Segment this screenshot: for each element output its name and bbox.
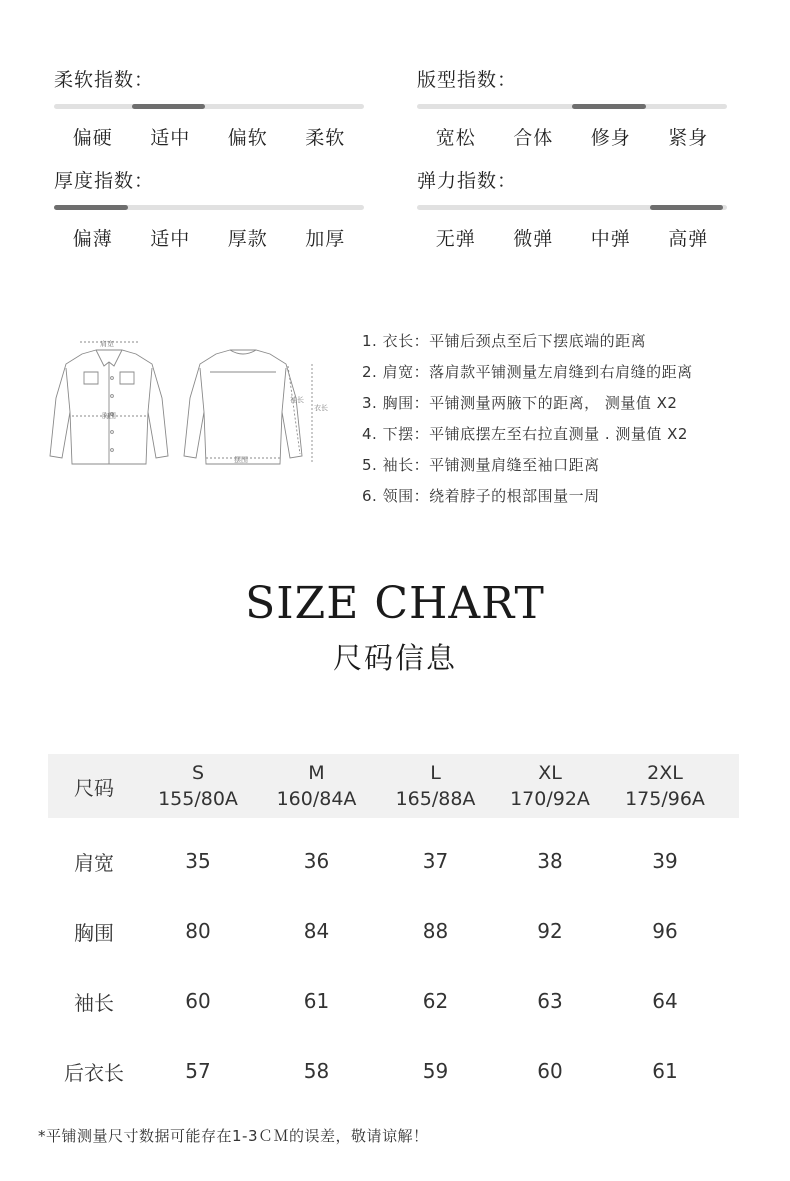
- elasticity-index: [417, 167, 727, 251]
- elasticity-level: 中弹: [590, 228, 631, 250]
- measurement-note: 4. 下摆：平铺底摆左至右拉直测量 . 测量值 X2: [362, 425, 688, 443]
- fit-index-fill: [572, 104, 646, 109]
- fit-level: 修身: [590, 127, 631, 149]
- row-label: 肩宽: [74, 850, 114, 875]
- size-table-corner: 尺码: [74, 775, 114, 800]
- fit-level: 紧身: [668, 127, 709, 149]
- thickness-index-track: [54, 205, 364, 210]
- size-name: 2XL: [647, 762, 683, 784]
- thickness-index-fill: [54, 205, 128, 210]
- table-cell: 88: [422, 919, 449, 943]
- row-label: 胸围: [74, 920, 114, 945]
- body-size: 155/80A: [158, 788, 238, 810]
- front-shirt-icon: [50, 342, 168, 464]
- softness-index-track: [54, 104, 364, 109]
- table-cell: 64: [652, 989, 678, 1013]
- diagram-label-sleeve: 袖长: [290, 396, 304, 404]
- elasticity-level: 无弹: [435, 228, 476, 250]
- table-cell: 84: [303, 919, 330, 943]
- table-cell: 59: [422, 1059, 449, 1083]
- measurement-note: 3. 胸围：平铺测量两腋下的距离， 测量值 X2: [362, 394, 678, 412]
- table-cell: 63: [537, 989, 563, 1013]
- body-size: 175/96A: [625, 788, 705, 810]
- body-size: 165/88A: [395, 788, 476, 810]
- table-cell: 35: [185, 849, 211, 873]
- diagram-label-shoulder: 肩宽: [100, 340, 114, 348]
- softness-level: 偏硬: [72, 127, 113, 149]
- table-cell: 61: [303, 989, 330, 1013]
- size-column-header: [494, 760, 606, 812]
- back-shirt-icon: [184, 350, 312, 464]
- softness-index-title: 柔软指数：: [54, 69, 155, 91]
- table-cell: 39: [652, 849, 678, 873]
- row-label: 后衣长: [64, 1060, 124, 1085]
- shirt-measurement-diagram: [46, 338, 336, 470]
- size-column-header: [256, 760, 377, 812]
- table-row: [48, 826, 739, 896]
- table-cell: 36: [303, 849, 330, 873]
- elasticity-index-track: [417, 205, 727, 210]
- size-column-header: [377, 760, 494, 812]
- table-cell: 60: [537, 1059, 563, 1083]
- softness-level: 适中: [150, 127, 191, 149]
- softness-index-fill: [132, 104, 206, 109]
- table-cell: 60: [185, 989, 211, 1013]
- body-size: 160/84A: [276, 788, 357, 810]
- measurement-note: 6. 领围：绕着脖子的根部围量一周: [362, 487, 600, 505]
- table-cell: 92: [537, 919, 563, 943]
- diagram-label-chest: 胸围: [102, 412, 116, 420]
- elasticity-index-title: 弹力指数：: [417, 170, 518, 192]
- size-column-header: [140, 760, 256, 812]
- softness-level: 柔软: [305, 127, 346, 149]
- size-column-header: [606, 760, 724, 812]
- measurement-note: 1. 衣长：平铺后颈点至后下摆底端的距离: [362, 332, 647, 350]
- fit-level: 合体: [513, 127, 554, 149]
- diagram-label-length: 衣长: [314, 404, 328, 412]
- thickness-level: 加厚: [305, 228, 346, 250]
- size-name: XL: [538, 762, 562, 784]
- measurement-disclaimer: *平铺测量尺寸数据可能存在1-3ＣＭ的误差，敬请谅解！: [38, 1127, 429, 1145]
- elasticity-level: 高弹: [668, 228, 709, 250]
- elasticity-level: 微弹: [513, 228, 554, 250]
- fit-index-title: 版型指数：: [417, 69, 518, 91]
- size-table-header: [48, 754, 739, 818]
- row-label: 袖长: [74, 990, 114, 1015]
- shirt-outline-graphic: [46, 338, 336, 470]
- fit-level: 宽松: [435, 127, 476, 149]
- table-cell: 96: [652, 919, 678, 943]
- size-chart-heading: SIZE CHART: [245, 578, 545, 629]
- thickness-level: 偏薄: [72, 228, 113, 250]
- diagram-label-hem: 摆围: [234, 456, 248, 464]
- elasticity-index-fill: [650, 205, 724, 210]
- table-row: [48, 1036, 739, 1106]
- size-name: S: [191, 762, 205, 784]
- measurement-note: 2. 肩宽：落肩款平铺测量左肩缝到右肩缝的距离: [362, 363, 693, 381]
- fit-index-track: [417, 104, 727, 109]
- thickness-index-title: 厚度指数：: [54, 170, 155, 192]
- thickness-index: [54, 167, 364, 251]
- table-cell: 57: [185, 1059, 211, 1083]
- table-row: [48, 966, 739, 1036]
- thickness-level: 厚款: [227, 228, 268, 250]
- size-name: L: [430, 762, 441, 784]
- table-cell: 80: [185, 919, 211, 943]
- thickness-level: 适中: [150, 228, 191, 250]
- body-size: 170/92A: [510, 788, 590, 810]
- table-cell: 58: [303, 1059, 330, 1083]
- size-table: [48, 754, 739, 1106]
- size-name: M: [308, 762, 325, 784]
- table-row: [48, 896, 739, 966]
- measurement-note: 5. 袖长：平铺测量肩缝至袖口距离: [362, 456, 600, 474]
- fit-index: [417, 66, 727, 150]
- softness-level: 偏软: [227, 127, 268, 149]
- softness-index: [54, 66, 364, 150]
- table-cell: 61: [652, 1059, 678, 1083]
- table-cell: 37: [422, 849, 449, 873]
- table-cell: 62: [422, 989, 449, 1013]
- table-cell: 38: [537, 849, 563, 873]
- size-chart-subheading: 尺码信息: [332, 641, 457, 675]
- measurement-notes: [362, 330, 762, 516]
